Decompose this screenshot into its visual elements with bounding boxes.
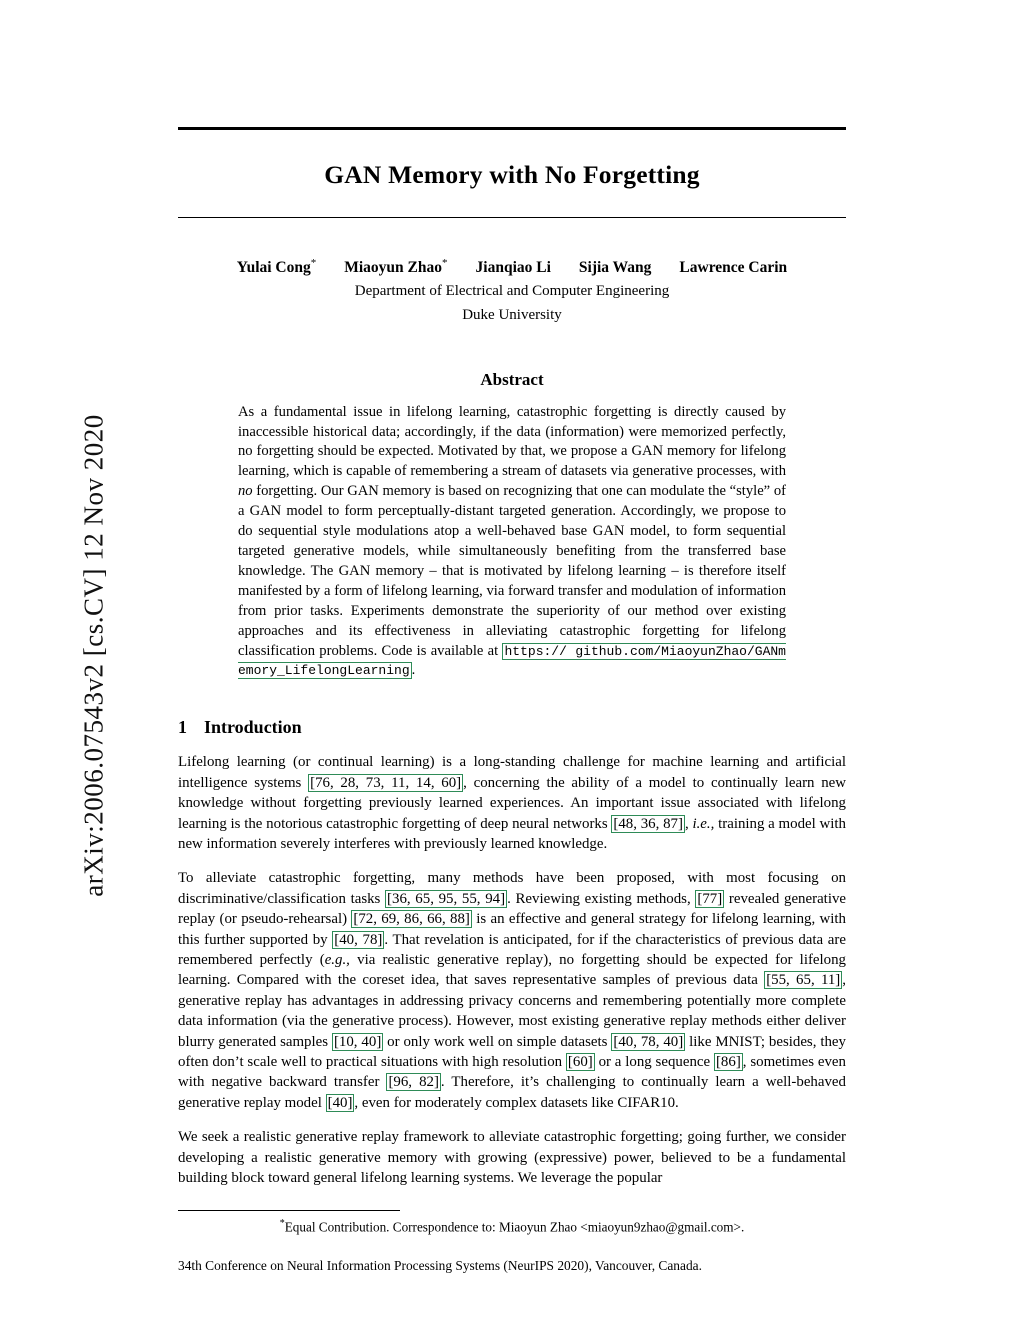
p2-text-j: or a long sequence [594, 1054, 714, 1071]
paragraph-2 [178, 868, 846, 1113]
p2-text-g: , generative replay has advantages in addressing privacy concerns and remembering potentially more complete data information (via the generative process). However, most existing generative replay methods either deliver blurry generated samples [178, 972, 846, 1050]
p2-text-l: . Therefore, it’s challenging to continually learn a well-behaved generative replay model [178, 1074, 846, 1111]
abstract-emphasis-no: no [238, 483, 253, 500]
section-title: Introduction [204, 717, 302, 738]
p2-text-f: via realistic generative replay), no forgetting should be expected for lifelong learning. Compared with the coreset idea, that saves representative samples of previous data [178, 952, 847, 989]
arxiv-stamp: arXiv:2006.07543v2 [cs.CV] 12 Nov 2020 [78, 414, 109, 897]
p2-text-a: To alleviate catastrophic forgetting, many methods have been proposed, with most focusing on discriminative/classification tasks [178, 870, 846, 907]
author-1-mark: * [310, 257, 317, 269]
author-4: Sijia Wang [578, 259, 652, 277]
venue-line: 34th Conference on Neural Information Processing Systems (NeurIPS 2020), Vancouver, Canada. [178, 1257, 702, 1273]
paragraph-3: We seek a realistic generative replay framework to alleviate catastrophic forgetting; going further, we consider developing a realistic generative memory with growing (expressive) power, believed to be a fundamental building block toward general lifelong learning systems. We leverage the popular [178, 1129, 846, 1187]
p2-text-c: revealed generative replay (or pseudo-rehearsal) [178, 890, 847, 928]
p1-text-b: , concerning the ability of a model to continually learn new knowledge without forgetting previously learned experiences. An important issue associated with lifelong learning is the notorious catastrophic forgetting of deep neural networks [178, 774, 847, 832]
abstract-heading: Abstract [480, 369, 544, 389]
title-bottom-rule [178, 217, 846, 218]
p2-italic-eg: e.g., [324, 952, 350, 968]
citation-ref[interactable]: [86] [715, 1054, 741, 1071]
affiliation-line-1: Department of Electrical and Computer Engineering [354, 283, 670, 300]
section-heading-introduction [178, 717, 846, 738]
page-title: GAN Memory with No Forgetting [324, 160, 700, 189]
abstract-body [238, 403, 786, 682]
citation-ref[interactable]: [55, 65, 11] [766, 972, 841, 989]
p2-text-i: like MNIST; besides, they often don’t scale well to practical situations with high resolution [178, 1033, 846, 1071]
p2-text-b: . Reviewing existing methods, [507, 890, 696, 907]
citation-ref[interactable]: [40, 78, 40] [613, 1033, 684, 1050]
citation-ref[interactable]: [48, 36, 87] [613, 815, 683, 832]
p1-italic-ie: i.e., [692, 815, 715, 832]
citation-ref[interactable]: [40, 78] [334, 931, 383, 948]
p2-text-e: . That revelation is anticipated, for if the characteristics of previous data are remembered perfectly ( [178, 931, 846, 968]
author-1: Yulai Cong* [236, 257, 317, 277]
citation-ref[interactable]: [60] [567, 1054, 593, 1071]
author-list [178, 257, 846, 326]
p1-text-d: training a model with new information severely interferes with previously learned knowledge. [178, 815, 846, 852]
citation-ref[interactable]: [72, 69, 86, 66, 88] [353, 911, 470, 928]
affiliation-line-2: Duke University [462, 307, 562, 324]
section-number: 1 [178, 717, 187, 738]
author-2-mark: * [442, 257, 448, 269]
p1-text-a: Lifelong learning (or continual learning) is a long-standing challenge for machine learning and artificial intelligence systems [178, 754, 846, 791]
footnote-separator [178, 1210, 400, 1211]
citation-ref[interactable]: [76, 28, 73, 11, 14, 60] [310, 774, 462, 791]
citation-ref[interactable]: [36, 65, 95, 55, 94] [387, 890, 506, 907]
footnote-text: Equal Contribution. Correspondence to: Miaoyun Zhao <miaoyun9zhao@gmail.com>. [284, 1219, 745, 1235]
p2-text-h: or only work well on simple datasets [383, 1033, 612, 1050]
p1-text-c: , [684, 815, 693, 832]
code-url-link[interactable]: https:// github.com/MiaoyunZhao/GANmemory_LifelongLearning [238, 643, 786, 679]
author-5: Lawrence Carin [679, 259, 788, 277]
author-2: Miaoyun Zhao* [344, 257, 448, 277]
abstract-text-3: . [411, 662, 416, 679]
citation-ref[interactable]: [40] [327, 1094, 353, 1111]
abstract-text-2: forgetting. Our GAN memory is based on recognizing that one can modulate the “style” of a GAN model to form perceptually-distant targeted generation. Accordingly, we propose to do sequential style modulations atop a well-behaved base GAN model, to form sequential targeted generative models, while simultaneously benefiting from the transferred base knowledge. The GAN memory – that is motivated by lifelong learning – is therefore itself manifested by a form of lifelong learning, via forward transfer and modulation of information from prior tasks. Experiments demonstrate the superiority of our method over existing approaches and its effectiveness in alleviating catastrophic forgetting for lifelong classification problems. Code is available at [238, 483, 786, 659]
abstract-text-1: As a fundamental issue in lifelong learning, catastrophic forgetting is directly caused by inaccessible historical data; accordingly, if the data (information) were memorized perfectly, no forgetting should be expected. Motivated by that, we propose a GAN memory for lifelong learning, which is capable of remembering a stream of datasets via generative processes, with [238, 403, 786, 480]
p2-text-k: , sometimes even with negative backward transfer [178, 1054, 846, 1091]
paper-content [178, 0, 846, 1274]
title-top-rule [178, 127, 846, 130]
paragraph-1 [178, 752, 846, 854]
footnote [178, 1218, 846, 1235]
citation-ref[interactable]: [77] [697, 890, 723, 907]
author-3: Jianqiao Li [475, 259, 551, 277]
citation-ref[interactable]: [10, 40] [333, 1033, 382, 1050]
citation-ref[interactable]: [96, 82] [388, 1074, 439, 1091]
p2-text-m: , even for moderately complex datasets like CIFAR10. [354, 1094, 679, 1111]
footnote-mark: * [279, 1218, 285, 1230]
p2-text-d: is an effective and general strategy for lifelong learning, with this further supported by [178, 911, 846, 948]
